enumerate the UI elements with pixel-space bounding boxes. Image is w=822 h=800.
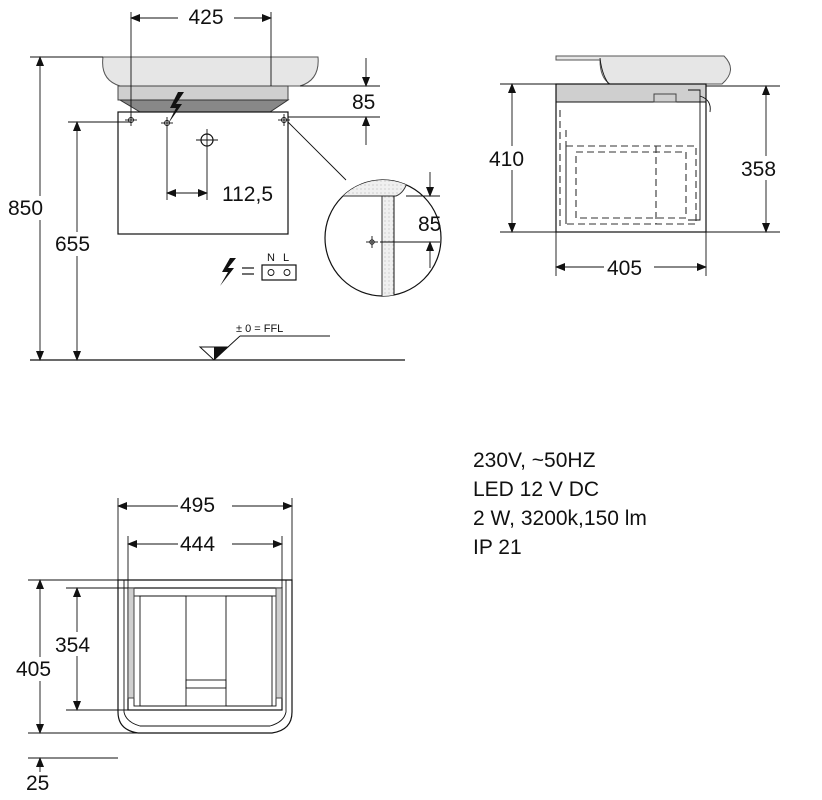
spec-line-power: 2 W, 3200k,150 lm bbox=[473, 507, 647, 530]
top-dim-inner-depth: 354 bbox=[55, 634, 91, 657]
side-drawer bbox=[566, 130, 696, 224]
top-dim-outer-depth: 405 bbox=[16, 658, 52, 681]
detail-dim-drop: 85 bbox=[418, 213, 442, 236]
led-strip bbox=[120, 100, 288, 112]
basin-outline bbox=[103, 57, 319, 86]
floor-label: ± 0 = FFL bbox=[236, 323, 284, 335]
top-dim-inner-width: 444 bbox=[180, 533, 216, 556]
terminal-n-label: N bbox=[267, 252, 275, 264]
basin-rim bbox=[118, 86, 288, 100]
side-dim-height-left: 410 bbox=[489, 148, 525, 171]
electrical-specs bbox=[473, 449, 647, 559]
side-dim-height-right: 358 bbox=[741, 158, 777, 181]
terminal-block bbox=[262, 265, 296, 280]
side-dim-depth: 405 bbox=[607, 257, 643, 280]
side-basin bbox=[556, 56, 731, 84]
detail-wall bbox=[382, 196, 394, 326]
front-view bbox=[6, 4, 405, 360]
detail-basin-section bbox=[320, 150, 410, 196]
cabinet-front bbox=[118, 112, 288, 234]
spec-line-led: LED 12 V DC bbox=[473, 478, 600, 501]
detail-view bbox=[320, 150, 441, 326]
top-rail-left bbox=[128, 588, 134, 698]
side-siphon bbox=[654, 94, 676, 102]
top-drawer-left bbox=[140, 596, 186, 706]
side-cabinet bbox=[556, 84, 706, 232]
power-terminal-icon bbox=[220, 258, 236, 286]
terminal-l-label: L bbox=[283, 252, 290, 264]
top-drawer-handle bbox=[186, 680, 226, 688]
top-view bbox=[14, 493, 292, 795]
top-dim-outer-width: 495 bbox=[180, 494, 216, 517]
top-rail-right bbox=[276, 588, 282, 698]
side-cabinet-top bbox=[556, 84, 706, 102]
top-drawer-frame bbox=[128, 588, 282, 710]
dim-width-top: 425 bbox=[188, 6, 224, 29]
dim-mount-height: 655 bbox=[55, 233, 91, 256]
side-view bbox=[488, 56, 788, 280]
dim-total-height: 850 bbox=[8, 197, 44, 220]
top-drawer-right bbox=[226, 596, 272, 706]
spec-line-ip: IP 21 bbox=[473, 536, 522, 559]
top-dim-offset-bottom: 25 bbox=[26, 772, 50, 795]
dim-offset: 112,5 bbox=[222, 183, 273, 206]
spec-line-voltage: 230V, ~50HZ bbox=[473, 449, 596, 472]
dim-drop-right: 85 bbox=[352, 91, 376, 114]
